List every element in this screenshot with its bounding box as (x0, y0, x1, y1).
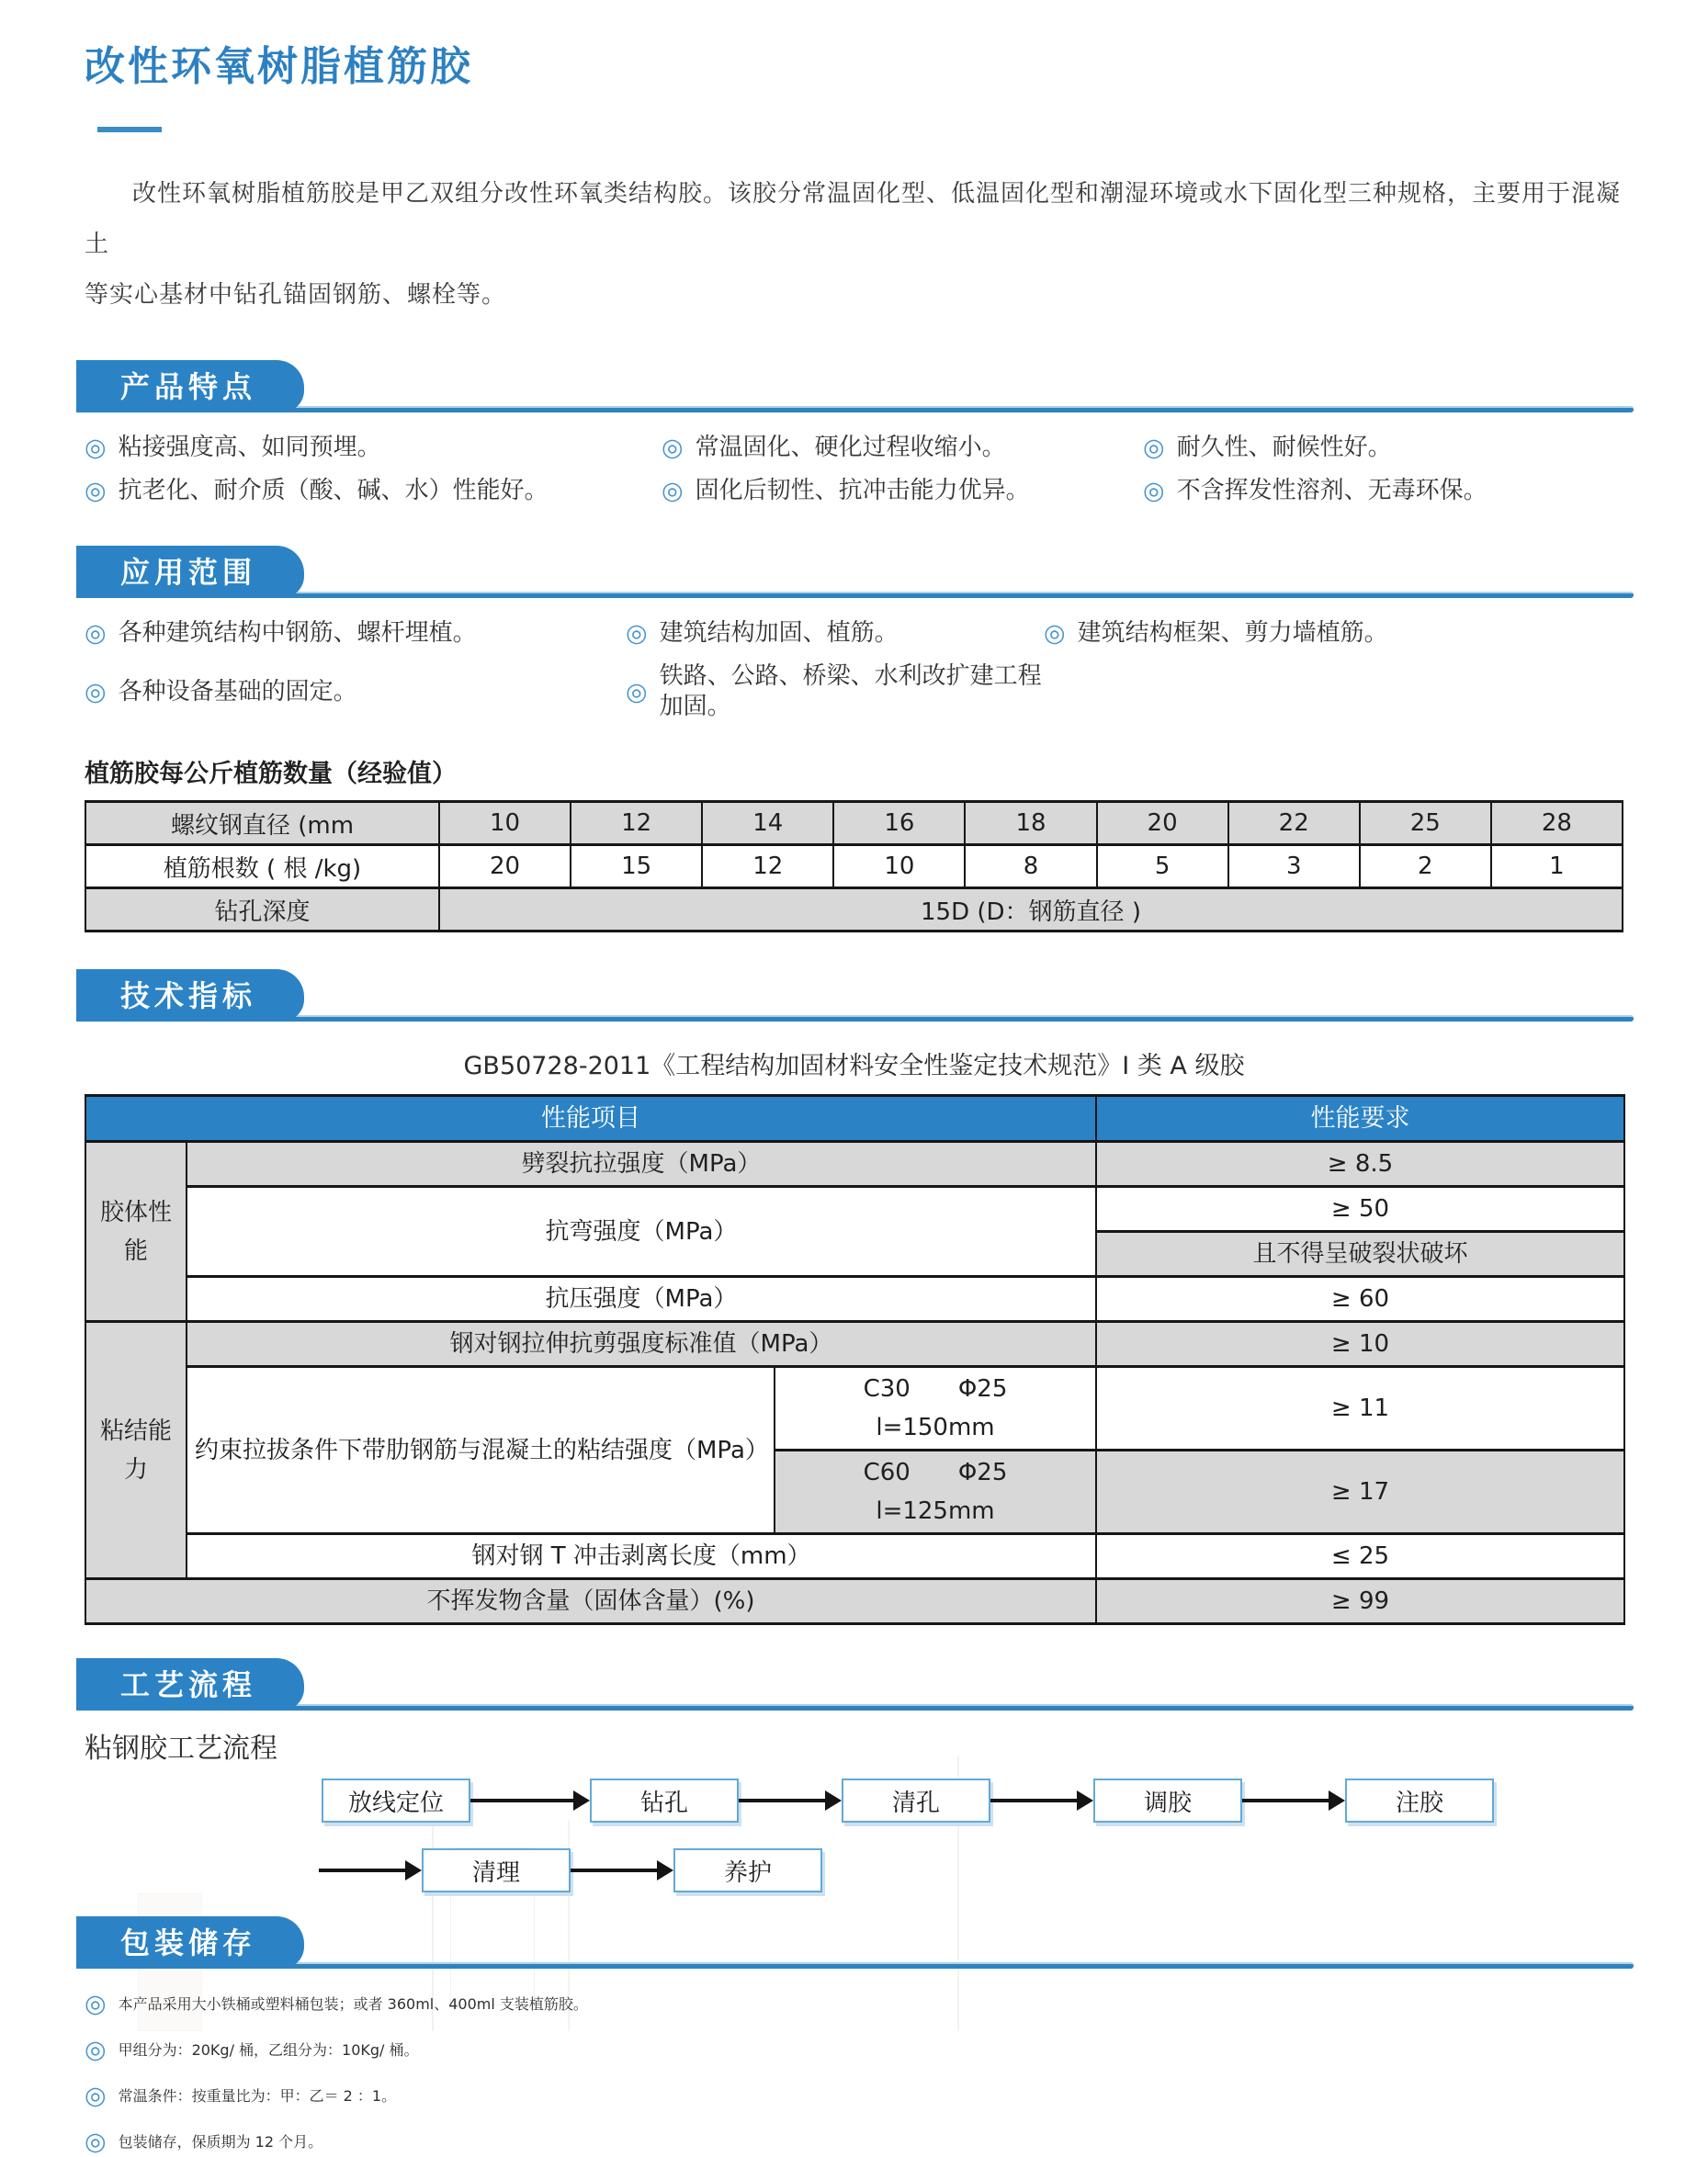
table-row (85, 1367, 1624, 1451)
list-item (85, 476, 662, 506)
features-list (85, 433, 1623, 506)
bullseye-bullet-icon: ◎ (1044, 619, 1066, 648)
applications-list (85, 618, 1623, 722)
arrow-right-icon (470, 1799, 573, 1802)
bullseye-bullet-icon: ◎ (85, 477, 107, 505)
flow-step-cure: 养护 (673, 1848, 822, 1892)
property-cell: 劈裂抗拉强度（MPa） (187, 1142, 1096, 1187)
section-rule (76, 406, 1634, 412)
depth-value-cell: 15D (D：钢筋直径 ) (439, 888, 1623, 932)
bullseye-bullet-icon: ◎ (626, 619, 648, 648)
section-tab-features: 产品特点 (76, 360, 304, 412)
arrow-right-icon (739, 1799, 825, 1802)
arrow-right-icon (990, 1799, 1077, 1802)
c60-length: l=125mm (876, 1497, 995, 1525)
section-tab-applications: 应用范围 (76, 546, 304, 598)
intro-line-1: 改性环氧树脂植筋胶是甲乙双组分改性环氧类结构胶。该胶分常温固化型、低温固化型和潮湿环境或水下固化型三种规格，主要用于混凝土 (85, 180, 1622, 258)
requirement-cell: ≤ 25 (1096, 1534, 1624, 1579)
count-cell: 5 (1097, 845, 1228, 888)
group-cell-bond: 粘结能力 (85, 1322, 187, 1579)
diameter-cell: 14 (702, 802, 833, 845)
bullseye-bullet-icon: ◎ (85, 2082, 107, 2110)
arrow-right-icon (571, 1869, 657, 1872)
list-item (626, 661, 1044, 722)
bullseye-bullet-icon: ◎ (85, 2036, 107, 2064)
list-item (85, 618, 626, 649)
section-rule (76, 1704, 1634, 1711)
section-head-packaging (76, 1916, 1634, 1969)
list-item (1044, 618, 1623, 649)
section-rule (76, 1962, 1634, 1969)
dosage-table-title: 植筋胶每公斤植筋数量（经验值） (85, 760, 457, 788)
application-text: 建筑结构加固、植筋。 (659, 619, 899, 647)
bond-c30-cell (775, 1367, 1096, 1451)
col-item-header: 性能项目 (85, 1096, 1096, 1142)
packaging-list (85, 1989, 1623, 2157)
section-tab-specs: 技术指标 (76, 969, 304, 1022)
requirement-cell: ≥ 50 (1096, 1187, 1624, 1232)
count-cell: 3 (1228, 845, 1360, 888)
count-cell: 1 (1491, 845, 1623, 888)
table-header-row (85, 1096, 1624, 1142)
diameter-cell: 20 (1097, 802, 1228, 845)
count-cell: 2 (1360, 845, 1491, 888)
feature-text: 粘接强度高、如同预埋。 (118, 434, 381, 461)
list-item (85, 2127, 1623, 2157)
diameter-cell: 22 (1228, 802, 1360, 845)
feature-text: 固化后韧性、抗冲击能力优异。 (695, 477, 1030, 504)
flow-step-inject-glue: 注胶 (1345, 1779, 1494, 1823)
requirement-cell: ≥ 10 (1096, 1322, 1624, 1367)
property-cell: 抗压强度（MPa） (187, 1277, 1096, 1322)
section-tab-packaging: 包装储存 (76, 1916, 304, 1969)
packaging-text: 甲组分为：20Kg/ 桶，乙组分为：10Kg/ 桶。 (118, 2041, 419, 2059)
bullseye-bullet-icon: ◎ (662, 434, 684, 462)
list-item (85, 1989, 1623, 2019)
c60-spec: C60 Φ25 (863, 1459, 1008, 1486)
depth-label-cell: 钻孔深度 (85, 888, 439, 932)
table-row (85, 888, 1623, 932)
intro-line-2: 等实心基材中钻孔锚固钢筋、螺栓等。 (85, 281, 507, 309)
c30-length: l=150mm (876, 1414, 995, 1441)
feature-text: 抗老化、耐介质（酸、碱、水）性能好。 (118, 477, 549, 504)
flow-step-cleanup: 清理 (422, 1848, 571, 1892)
packaging-text: 常温条件：按重量比为：甲：乙＝ 2 ：1。 (118, 2087, 397, 2105)
diameter-cell: 16 (833, 802, 965, 845)
list-item (1143, 476, 1623, 506)
process-subtitle: 粘钢胶工艺流程 (85, 1733, 277, 1765)
bond-c60-cell (775, 1451, 1096, 1534)
diameter-label-cell: 螺纹钢直径 (mm (85, 802, 439, 845)
bullseye-bullet-icon: ◎ (85, 2128, 107, 2156)
c30-spec: C30 Φ25 (863, 1375, 1008, 1403)
list-item (85, 2035, 1623, 2065)
count-cell: 10 (833, 845, 965, 888)
section-head-specs (76, 969, 1634, 1022)
list-item (85, 661, 626, 722)
table-row (85, 1534, 1624, 1579)
list-item (626, 618, 1044, 649)
section-tab-process: 工艺流程 (76, 1658, 304, 1711)
application-text: 各种设备基础的固定。 (118, 677, 357, 706)
dosage-table (85, 800, 1623, 932)
section-head-features (76, 360, 1634, 412)
property-cell: 钢对钢 T 冲击剥离长度（mm） (187, 1534, 1096, 1579)
table-row (85, 1277, 1624, 1322)
arrow-right-icon (1242, 1799, 1329, 1802)
count-cell: 8 (965, 845, 1096, 888)
table-row (85, 1142, 1624, 1187)
bullseye-bullet-icon: ◎ (626, 677, 648, 706)
diameter-cell: 10 (439, 802, 571, 845)
flow-step-drill: 钻孔 (590, 1779, 739, 1823)
flow-step-layout: 放线定位 (322, 1779, 470, 1823)
section-head-process (76, 1658, 1634, 1711)
count-cell: 12 (702, 845, 833, 888)
flow-step-mix-glue: 调胶 (1093, 1779, 1242, 1823)
feature-text: 耐久性、耐候性好。 (1176, 434, 1392, 461)
arrow-right-icon (319, 1869, 405, 1872)
requirement-cell: ≥ 60 (1096, 1277, 1624, 1322)
section-head-applications (76, 546, 1634, 598)
count-label-cell: 植筋根数 ( 根 /kg) (85, 845, 439, 888)
list-item (1143, 433, 1623, 463)
diameter-cell: 12 (571, 802, 702, 845)
col-req-header: 性能要求 (1096, 1096, 1624, 1142)
diameter-cell: 25 (1360, 802, 1491, 845)
flow-step-clean-hole: 清孔 (842, 1779, 990, 1823)
bullseye-bullet-icon: ◎ (1143, 477, 1165, 505)
list-item (662, 476, 1143, 506)
list-item (85, 2081, 1623, 2111)
table-row (85, 1322, 1624, 1367)
feature-text: 常温固化、硬化过程收缩小。 (695, 434, 1006, 461)
table-row (85, 1579, 1624, 1624)
bullseye-bullet-icon: ◎ (662, 477, 684, 505)
spec-table (85, 1094, 1625, 1625)
requirement-cell: ≥ 11 (1096, 1367, 1624, 1451)
section-rule (76, 592, 1634, 598)
bullseye-bullet-icon: ◎ (85, 434, 107, 462)
diameter-cell: 18 (965, 802, 1096, 845)
bullseye-bullet-icon: ◎ (85, 619, 107, 648)
spec-standard-caption: GB50728-2011《工程结构加固材料安全性鉴定技术规范》I 类 A 级胶 (463, 1052, 1245, 1080)
application-text: 建筑结构框架、剪力墙植筋。 (1077, 619, 1388, 647)
count-cell: 15 (571, 845, 702, 888)
requirement-cell: ≥ 8.5 (1096, 1142, 1624, 1187)
property-cell: 约束拉拔条件下带肋钢筋与混凝土的粘结强度（MPa） (187, 1367, 775, 1534)
table-row (85, 1187, 1624, 1232)
process-flow-row-1 (322, 1779, 1623, 1823)
requirement-cell: ≥ 99 (1096, 1579, 1624, 1624)
intro-paragraph (85, 169, 1623, 321)
packaging-text: 包装储存，保质期为 12 个月。 (118, 2133, 323, 2151)
property-cell: 钢对钢拉伸抗剪强度标准值（MPa） (187, 1322, 1096, 1367)
requirement-cell: 且不得呈破裂状破坏 (1096, 1232, 1624, 1277)
property-cell: 不挥发物含量（固体含量）(%) (85, 1579, 1096, 1624)
requirement-cell: ≥ 17 (1096, 1451, 1624, 1534)
application-text: 铁路、公路、桥梁、水利改扩建工程加固。 (659, 662, 1042, 720)
section-rule (76, 1015, 1634, 1022)
list-item (662, 433, 1143, 463)
process-flow-row-2 (319, 1848, 1623, 1892)
group-cell-body: 胶体性能 (85, 1142, 187, 1322)
title-dash (97, 127, 162, 132)
diameter-cell: 28 (1491, 802, 1623, 845)
page-title: 改性环氧树脂植筋胶 (85, 43, 473, 90)
bullseye-bullet-icon: ◎ (85, 677, 107, 706)
count-cell: 20 (439, 845, 571, 888)
table-row (85, 845, 1623, 888)
packaging-text: 本产品采用大小铁桶或塑料桶包装；或者 360ml、400ml 支装植筋胶。 (118, 1995, 588, 2013)
bullseye-bullet-icon: ◎ (1143, 434, 1165, 462)
bullseye-bullet-icon: ◎ (85, 1990, 107, 2018)
table-row (85, 802, 1623, 845)
list-item (85, 433, 662, 463)
feature-text: 不含挥发性溶剂、无毒环保。 (1176, 477, 1487, 504)
application-text: 各种建筑结构中钢筋、螺杆埋植。 (118, 619, 477, 647)
property-cell: 抗弯强度（MPa） (187, 1187, 1096, 1277)
